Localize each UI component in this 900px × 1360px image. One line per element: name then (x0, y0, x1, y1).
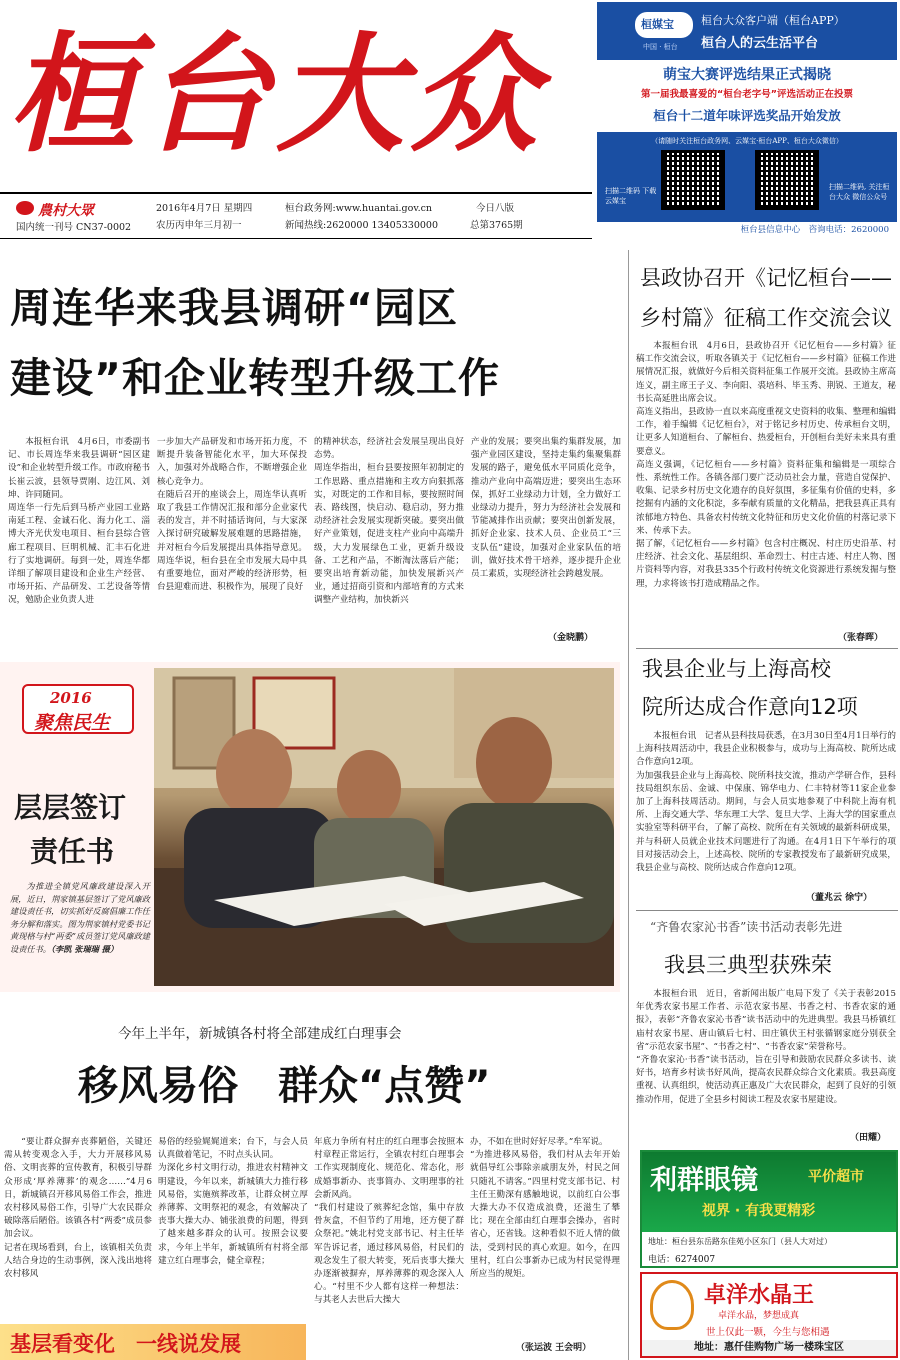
right2-headline-2: 院所达成合作意向12项 (642, 695, 858, 719)
photo-caption (10, 880, 150, 956)
feature-col-3 (314, 1136, 464, 1348)
slogan: 桓台人的云生活平台 (701, 36, 819, 51)
bottom-banner-text: 基层看变化 一线说发展 (10, 1332, 241, 1356)
crystal-logo-icon (650, 1280, 694, 1330)
lead-col-2 (157, 436, 307, 648)
lead-col-4 (471, 436, 621, 632)
lead-col-4-text: 产业的发展；要突出集约集群发展，加强产业园区建设，坚持走集约集聚集群发展的路子，避免低水平同质化竞争，推动产业向中高端迈进；要突出生态环保，抓好工业绿动力计划，全力做好工业绿动力提升，努力为经济社会发展和节能减排作出贡献；要突出创新发展，抓好企业家、技术人员、企业员工“三支队伍”建设，加强对企业家队伍的培训，做好技术骨干培养，逐步提升企业员工素质，实现经济社会跨越发展。 (471, 437, 621, 580)
qr-code-right-icon (755, 150, 819, 210)
photo-title-1: 层层签订 (14, 791, 127, 824)
feature-col-4-text: 办，不如在世时好好尽孝。”牟军说。 “为推进移风易俗，我们村从去年开始就倡导红公事除亲戚朋友外，村民之间只随礼不请客。”四里村党支部书记、村主任王勤深有感触地说，以前红白公事大操大办不仅造成浪费，还滋生了攀比；现在全部由红白理事会操办，省时省心，还省钱。这种看似不近人情的做法，受到村民的真心欢迎。如今，在四里村，红白公事新办已成为村民觉得理所应当的规矩。 (470, 1137, 620, 1280)
ad-line-2: 第一届我最喜爱的“桓台老字号”评选活动正在投票 (641, 89, 853, 100)
page-count: 今日八版 (476, 203, 515, 214)
website: 桓台政务网:www.huantai.gov.cn (285, 203, 433, 214)
right2-body-text: 本报桓台讯 记者从县科技局获悉，在3月30日至4月1日举行的上海科技周活动中，我县企业积极参与，成功与上海高校、院所达成合作意向12项。 为加强我县企业与上海高校、院所科技交流，推动产学研合作，县科技局组织东岳、金诚、中保康、锦华电力、仁丰特材等11家企业参加了上海科技周活动。期间，与会人员实地参观了中科院上海有机所、上海交通大学、华东理工大学、复旦大学、上海大学的国家重点实验室等科研平台，了解了高校、院所在有关领域的最新科研成果，并与科研人员就企业技术问题进行了沟通。在4月1日下午举行的项目对接活动会上，上述高校、院所的专家教授发布了最新研究成果，我县企业与高校、院所达成合作意向12项。 (636, 731, 896, 874)
feature-col-2 (158, 1136, 308, 1322)
lunar-date: 农历丙申年三月初一 (156, 220, 242, 231)
ad-glasses-brand: 利群眼镜 (650, 1165, 758, 1196)
feature-byline: （张运波 王会明） (516, 1343, 592, 1353)
right3-headline: 我县三典型获殊荣 (664, 953, 832, 977)
scan-left: 扫描二维码 下载云媒宝 (605, 187, 657, 205)
feature-headline: 移风易俗 群众“点赞” (78, 1063, 491, 1109)
lead-headline-2: 建设”和企业转型升级工作 (10, 354, 500, 402)
photo-story (0, 662, 620, 992)
ad-glasses-address: 地址：桓台县东岳路东佳苑小区东门（县人大对过） (648, 1237, 832, 1246)
top-ad (597, 2, 897, 238)
right1-body (636, 340, 896, 634)
right3-body (636, 988, 896, 1144)
sub-logo-icon (16, 201, 34, 215)
feature-col-4 (470, 1136, 620, 1340)
feature-kicker: 今年上半年，新城镇各村将全部建成红白理事会 (118, 1026, 402, 1042)
ad-crystal (640, 1272, 898, 1358)
ad-crystal-line1: 卓洋水晶，梦想成真 (718, 1311, 800, 1321)
issn: 国内统一刊号 CN37-0002 (16, 222, 132, 233)
bottom-banner (0, 1324, 306, 1360)
lead-col-3 (314, 436, 464, 648)
ad-footer: 桓台县信息中心 咨询电话：2620000 (597, 222, 897, 238)
masthead-title: 桓台大众 (8, 20, 545, 170)
photo-credit: （李凯 张瑞瑞 摄） (50, 943, 119, 954)
right3-byline: （田耀） (850, 1133, 887, 1143)
photo-caption-text: 为推进全镇党风廉政建设深入开展，近日，荆家镇基层签订了党风廉政建设责任书，切实抓好反腐倡廉工作任务分解和落实。图为荆家镇村党委书记黄现格与村“两委”成员签订党风廉政建设责任书。 (10, 881, 150, 954)
badge-text: 聚焦民生 (34, 712, 111, 734)
feature-col-1 (4, 1136, 152, 1322)
feature-col-1-text: “要让群众摒弃丧葬陋俗，关键还需从转变观念入手，大力开展移风易俗、文明丧葬的宣传教育，积极引导群众形成‘厚养薄葬’的观念……”4月6日，新城镇召开移风易俗工作会，推进农村移风易俗工作，引导广大农民群众破除落后陋俗。该镇各村“两委”成员参加会议。 记者在现场看到，台上，该镇相关负责人结合身边的生动事例，深入浅出地将农村移风 (4, 1137, 152, 1280)
app-line: 桓台大众客户端（桓台APP） (701, 14, 845, 27)
lead-col-1 (8, 436, 150, 648)
photo-scene-icon (154, 668, 614, 986)
lead-col-2-text: 一步加大产品研发和市场开拓力度，不断提升装备智能化水平，加大环保投入，加强对外战略合作，不断增强企业核心竞争力。 在随后召开的座谈会上，周连华认真听取了我县工作情况汇报和部分企业家代表的发言，并不时插话询问，与大家深入探讨研究破解发展难题的思路措施，并对桓台今后发展提出具体指导意见。周连华说，桓台县在全市发展大局中具有重要地位，面对严峻的经济形势，桓台县迎难而进、积极作为，展现了良好 (157, 437, 307, 593)
lead-col-1-text: 本报桓台讯 4月6日，市委副书记、市长周连华来我县调研“园区建设”和企业转型升级工作。市政府秘书长崔云波，县领导贾刚、边江风、刘坤、许同随同。 周连华一行先后到马桥产业园工业路南延工程、金诚石化、海力化工、淄博大齐光伏发电项目、桓台县综合管廊工程项目、巨明机械、汇丰石化进行了实地调研。每到一处，周连华都详细了解项目建设和企业生产经营、市场开拓、产品研发、工艺设备等情况，勉励企业负责人进 (8, 437, 150, 606)
photo-title-2: 责任书 (30, 835, 115, 868)
feature-col-2-text: 易俗的经验娓娓道来；台下，与会人员认真做着笔记，不时点头认同。 为深化乡村文明行动，推进农村精神文明建设，今年以来，新城镇大力推行移风易俗，实施殡葬改革，让群众树立厚养薄葬、文明祭祀的观念，有效解决了丧事大操大办、铺张浪费的问题，得到了越来越多群众的认可。按照会议要求，今年上半年，新城镇所有村将全部建立红白理事会，健全章程； (158, 1137, 308, 1266)
badge-year: 2016 (50, 689, 92, 707)
photo-signing (154, 668, 614, 986)
feature-col-3-text: 年底力争所有村庄的红白理事会按照本村章程正常运行，全镇农村红白理事会工作实现制度化、规范化、常态化，形成婚事新办、丧事简办、文明理事的社会新风尚。 “我们村建设了殡葬纪念馆，集中存放骨灰盒，不但节约了用地，还方便了群众祭祀。”姚北村党支部书记、村主任毕军告诉记者，通过移风易俗，村民们的观念发生了很大转变，死后丧事大操大办逐渐被摒弃，厚养薄葬的观念深入人心。“村里不少人都有这样一种想法：与其老人去世后大操大 (314, 1137, 464, 1306)
brand-sub: 中国 · 桓台 (643, 43, 678, 51)
hotline: 新闻热线:2620000 13405330000 (285, 220, 439, 231)
ad-glasses-phone: 电话：6274007 (648, 1255, 716, 1265)
ad-glasses-tag: 平价超市 (808, 1169, 864, 1185)
right1-headline-1: 县政协召开《记忆桓台—— (640, 266, 892, 290)
scan-right: 扫描二维码, 关注桓台大众 微信公众号 (829, 183, 890, 201)
ad-glasses-slogan: 视界 · 有我更精彩 (702, 1203, 816, 1219)
masthead (0, 0, 592, 240)
ad-crystal-address: 地址：惠仟佳购物广场一楼珠宝区 (642, 1340, 896, 1356)
right1-byline: （张春晖） (838, 633, 884, 643)
qr-code-left-icon (661, 150, 725, 210)
ad-glasses (640, 1150, 898, 1268)
sub-logo: 農村大眾 (38, 203, 94, 219)
ad-line-3: 桓台十二道年味评选奖品开始发放 (653, 108, 841, 123)
right2-byline: （董兆云 徐宁） (806, 893, 873, 903)
right1-body-text: 本报桓台讯 4月6日，县政协召开《记忆桓台——乡村篇》征稿工作交流会议，听取各镇关于《记忆桓台——乡村篇》征稿工作进展情况汇报，就做好今后相关资料征集工作展开交流。县政协主席高连义，副主席王子义、李向阳、裘培科、毕玉秀、荆锐、王道友，秘书长高延胜出席会议。 高连义指出，县政协一直以来高度重视文史资料的收集、整理和编辑工作，着手编辑《记忆桓台》，对于铭记乡村历史、传承桓台文明，让更多人知道桓台、了解桓台、热爱桓台，开创桓台美好未来具有重要意义。 高连义强调，《记忆桓台——乡村篇》资料征集和编辑是一项综合性、系统性工作。各镇各部门要广泛动员社会力量，营造自觉保护、收集、记录乡村历史文化遗存的良好氛围，多征集有价值的史料，多挖掘有内涵的文化积淀，多奉献有质量的文化精品，把我县真正具有浓郁地方特色、具备农村传统文化特征和历史文化价值的村落记录下来、传承下去。 据了解，《记忆桓台——乡村篇》包含村庄概况、村庄历史沿革、村庄经济、社会文化、基层组织、革命烈士、村庄古迹、村庄人物、图片资料等内容，对我县335个行政村传统文化资源进行系统发掘与整理，力求将该书打造成精品之作。 (636, 341, 896, 589)
lead-headline-1: 周连华来我县调研“园区 (10, 284, 458, 332)
right1-headline-2: 乡村篇》征稿工作交流会议 (640, 306, 892, 330)
issue-date: 2016年4月7日 星期四 (156, 203, 253, 214)
ad-crystal-brand: 卓洋水晶王 (704, 1283, 815, 1308)
lead-byline: （金晓鹏） (548, 633, 594, 643)
right3-kicker: “齐鲁农家沁书香”读书活动表彰先进 (650, 920, 843, 934)
right3-body-text: 本报桓台讯 近日，省新闻出版广电局下发了《关于表彰2015年优秀农家书屋工作者、示范农家书屋、书香之村、书香农家的通报》，表彰“齐鲁农家沁书香”读书活动中的先进典型。我县马桥镇红庙村农家书屋、唐山镇后七村、田庄镇伏王村张循钢家庭分别获全省“示范农家书屋”、“书香之村”、“书香农家”荣誉称号。 “齐鲁农家沁·书香”读书活动，旨在引导和鼓励农民群众多读书、读好书，培育乡村读书好风尚，提高农民群众综合文化素质。我县高度重视、认真组织，使活动真正惠及广大农民群众，起到了良好的引领推动作用，促进了全县乡村阅读工程及农家书屋建设。 (636, 989, 896, 1105)
brand: 桓媒宝 (641, 18, 674, 31)
ad-line-1: 萌宝大赛评选结果正式揭晓 (663, 67, 831, 83)
issue-number: 总第3765期 (470, 220, 523, 231)
lead-col-3-text: 的精神状态，经济社会发展呈现出良好态势。 周连华指出，桓台县要按照年初制定的工作思路、重点措施和主攻方向狠抓落实，对既定的工作和目标，要按照时间表、路线图，快启动、稳启动，努力推动经济社会发展实现新突破。要突出做好产业策划，促进支柱产业向中高端升级，大力发展绿色工业，更新升级设备、工艺和产品，不断淘汰落后产能；要突出培育新动能，加快发展新兴产业，通过招商引资和内部培育的方式来调整产业结构，加快新兴 (314, 437, 464, 606)
ad-crystal-line2: 世上仅此一颗，今生与您相遇 (706, 1327, 830, 1338)
right2-headline-1: 我县企业与上海高校 (642, 657, 831, 681)
ad-note: （请随时关注桓台政务网、云媒宝·桓台APP、桓台大众微信） (651, 137, 843, 145)
right2-body (636, 730, 896, 902)
